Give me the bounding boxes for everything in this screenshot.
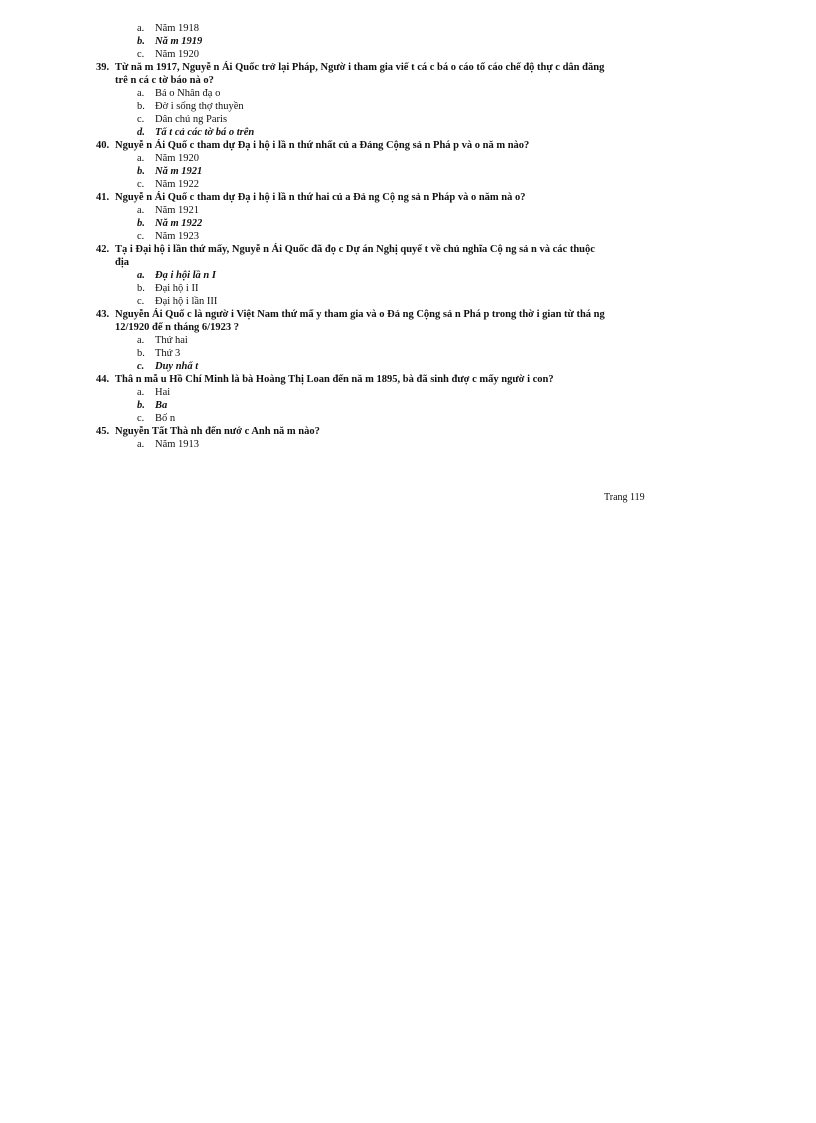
question-text: Thâ n mẫ u Hồ Chí Minh là bà Hoàng Thị Loan đến nă m 1895, bà đã sinh đượ c mấy ngườ i con?	[115, 374, 554, 385]
answer-option-correct	[96, 399, 606, 412]
option-label: b.	[137, 36, 145, 47]
answer-option	[96, 230, 606, 243]
answer-option	[96, 87, 606, 100]
question	[96, 308, 606, 334]
question	[96, 139, 606, 152]
answer-option-correct	[96, 269, 606, 282]
answer-option	[96, 412, 606, 425]
question-number: 41.	[96, 192, 110, 203]
answer-option	[96, 204, 606, 217]
question-number: 39.	[96, 62, 110, 73]
option-text: Thứ hai	[155, 335, 188, 346]
option-text: Năm 1913	[155, 439, 200, 450]
option-text: Bá o Nhân đạ o	[155, 88, 221, 99]
option-text: Đạ i hội lầ n I	[155, 270, 216, 281]
option-label: c.	[137, 114, 145, 125]
question-number: 45.	[96, 426, 110, 437]
option-text: Duy nhấ t	[155, 361, 199, 372]
question-text: Nguyễn Tất Thà nh đến nướ c Anh nă m nào?	[115, 426, 320, 437]
option-label: c.	[137, 179, 145, 190]
answer-option-correct	[96, 35, 606, 48]
option-label: a.	[137, 270, 145, 281]
question-text: Nguyễ n Ái Quố c tham dự Đạ i hộ i lầ n thứ hai củ a Đả ng Cộ ng sả n Pháp và o năm nà o?	[115, 192, 526, 203]
option-text: Năm 1923	[155, 231, 200, 242]
option-text: Tấ t cả các tờ bá o trên	[155, 127, 255, 138]
option-label: b.	[137, 400, 145, 411]
option-text: Đại hộ i lần III	[155, 296, 218, 307]
option-label: a.	[137, 23, 145, 34]
answer-option	[96, 295, 606, 308]
option-text: Dân chú ng Paris	[155, 114, 228, 125]
option-text: Năm 1921	[155, 205, 200, 216]
question-text: Nguyễn Ái Quố c là ngườ i Việt Nam thứ mấ y tham gia và o Đả ng Cộng sả n Phá p trong thờ i gian từ thá ng 12/1920 đế n tháng 6/1923 ?	[115, 309, 605, 333]
option-label: d.	[137, 127, 145, 138]
question-text: Từ nă m 1917, Nguyễ n Ái Quốc trở lại Pháp, Ngườ i tham gia viế t cá c bá o cáo tố cáo chế độ thự c dân đăng trê n cá c tờ báo nà o?	[115, 62, 605, 86]
answer-option	[96, 100, 606, 113]
option-text: Đại hộ i II	[155, 283, 199, 294]
question	[96, 61, 606, 87]
option-text: Thứ 3	[155, 348, 181, 359]
question-text: Tạ i Đại hộ i lần thứ mấy, Nguyễ n Ái Quốc đã đọ c Dự án Nghị quyế t về chủ nghĩa Cộ ng sả n và các thuộc địa	[115, 244, 595, 268]
question-list	[96, 22, 606, 451]
option-text: Năm 1918	[155, 23, 200, 34]
answer-option	[96, 347, 606, 360]
option-label: b.	[137, 348, 145, 359]
question-number: 40.	[96, 140, 110, 151]
answer-option	[96, 178, 606, 191]
answer-option	[96, 438, 606, 451]
answer-option-correct	[96, 126, 606, 139]
option-label: a.	[137, 439, 145, 450]
option-label: a.	[137, 335, 145, 346]
answer-option-correct	[96, 217, 606, 230]
option-text: Nă m 1922	[155, 218, 203, 229]
option-text: Năm 1922	[155, 179, 200, 190]
answer-option	[96, 48, 606, 61]
answer-option	[96, 386, 606, 399]
question	[96, 191, 606, 204]
answer-option	[96, 152, 606, 165]
option-label: b.	[137, 101, 145, 112]
option-label: a.	[137, 153, 145, 164]
option-text: Năm 1920	[155, 153, 200, 164]
option-label: c.	[137, 49, 145, 60]
option-text: Năm 1920	[155, 49, 200, 60]
answer-option	[96, 334, 606, 347]
question-number: 43.	[96, 309, 110, 320]
option-label: b.	[137, 218, 145, 229]
question	[96, 425, 606, 438]
option-text: Đờ i sống thợ thuyền	[155, 101, 244, 112]
option-label: c.	[137, 413, 145, 424]
option-text: Hai	[155, 387, 171, 398]
option-text: Nă m 1921	[155, 166, 203, 177]
answer-option	[96, 282, 606, 295]
page-number: Trang 119	[604, 492, 645, 503]
option-label: a.	[137, 387, 145, 398]
answer-option	[96, 113, 606, 126]
option-label: c.	[137, 296, 145, 307]
option-label: c.	[137, 361, 145, 372]
question-number: 42.	[96, 244, 110, 255]
question-text: Nguyễ n Ái Quố c tham dự Đạ i hộ i lầ n thứ nhất củ a Đảng Cộng sả n Phá p và o nă m nào?	[115, 140, 530, 151]
question-number: 44.	[96, 374, 110, 385]
option-label: a.	[137, 88, 145, 99]
answer-option-correct	[96, 360, 606, 373]
question	[96, 373, 606, 386]
option-text: Ba	[155, 400, 168, 411]
option-text: Nă m 1919	[155, 36, 203, 47]
answer-option-correct	[96, 165, 606, 178]
option-label: b.	[137, 166, 145, 177]
question	[96, 243, 606, 269]
option-label: a.	[137, 205, 145, 216]
answer-option	[96, 22, 606, 35]
option-text: Bố n	[155, 413, 176, 424]
option-label: c.	[137, 231, 145, 242]
option-label: b.	[137, 283, 145, 294]
